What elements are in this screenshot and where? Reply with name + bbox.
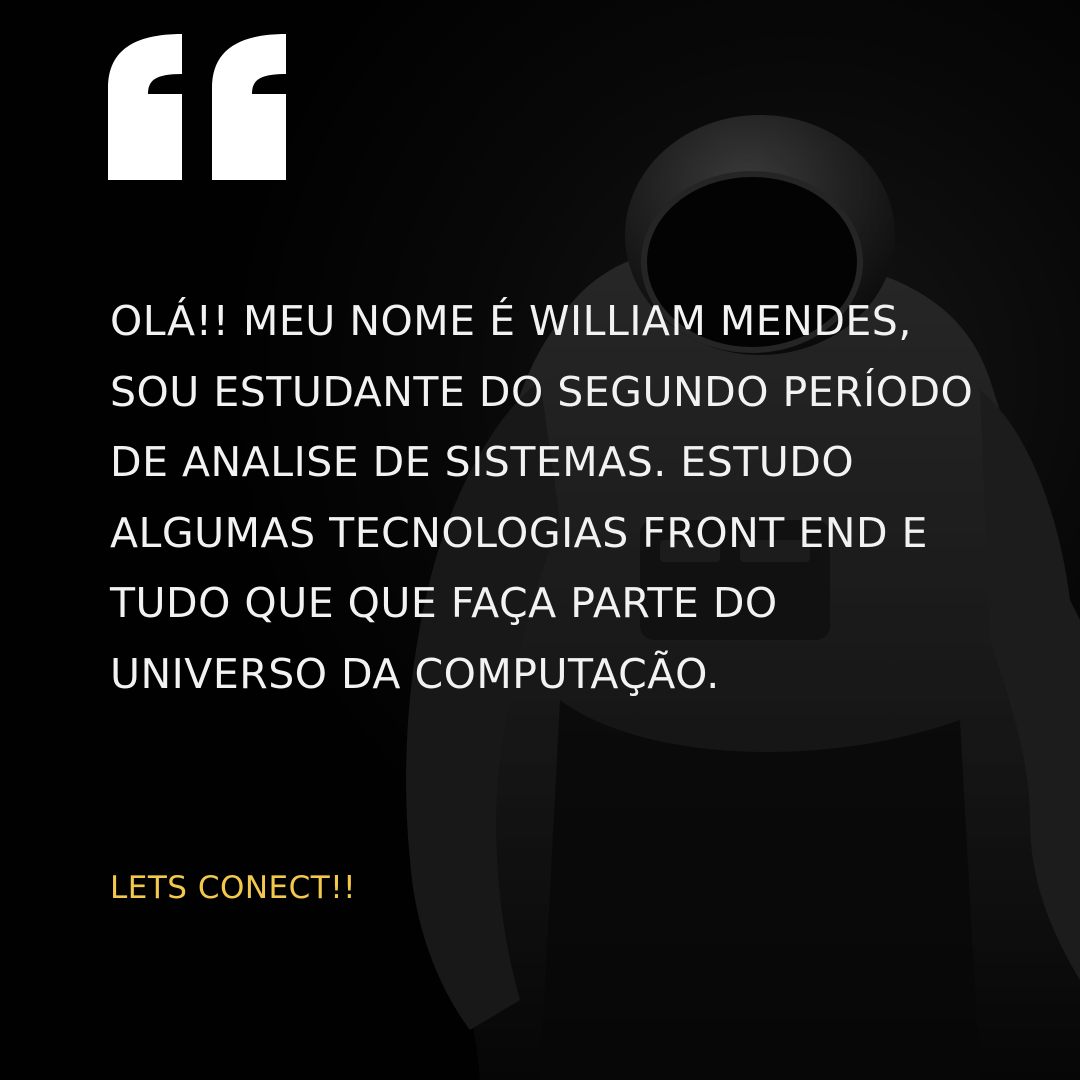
quote-body-text: OLÁ!! MEU NOME É WILLIAM MENDES, SOU ESTUDANTE DO SEGUNDO PERÍODO DE ANALISE DE SISTEMAS. ESTUDO ALGUMAS TECNOLOGIAS FRONT END E TUDO QUE QUE FAÇA PARTE DO UNIVERSO DA COMPUTAÇÃO. xyxy=(110,297,974,698)
opening-quote-icon xyxy=(104,30,294,185)
call-to-action-text: LETS CONECT!! xyxy=(110,870,357,906)
